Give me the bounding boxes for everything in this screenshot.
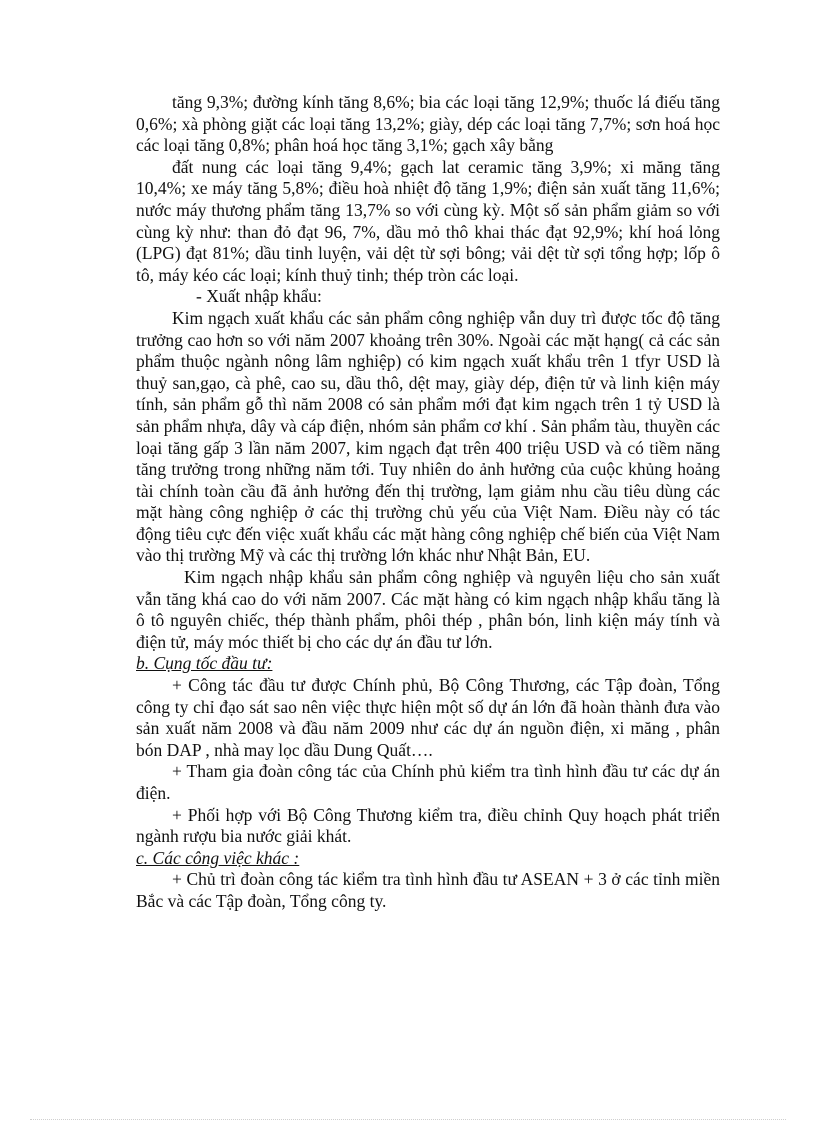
document-body <box>136 92 720 913</box>
section-b-item: + Phối hợp với Bộ Công Thương kiểm tra, điều chỉnh Quy hoạch phát triển ngành rượu bia nước giải khát. <box>136 804 720 847</box>
paragraph-industrial-growth: tăng 9,3%; đường kính tăng 8,6%; bia các loại tăng 12,9%; thuốc lá điếu tăng 0,6%; xà phòng giặt các loại tăng 13,2%; giày, dép các loại tăng 7,7%; sơn hoá học các loại tăng 0,8%; phân hoá học tăng 3,1%; gạch xây bằng <box>136 92 720 156</box>
paragraph-import: Kim ngạch nhập khẩu sản phẩm công nghiệp và nguyên liệu cho sản xuất vẫn tăng khá cao do với năm 2007. Các mặt hàng có kim ngạch nhập khẩu tăng là ô tô nguyên chiếc, thép thành phẩm, phôi thép , phân bón, linh kiện máy tính và điện tử, máy móc thiết bị cho các dự án đầu tư lớn. <box>136 567 720 652</box>
page-border-dotted <box>30 1119 786 1120</box>
subheading-import-export: - Xuất nhập khẩu: <box>196 286 322 307</box>
paragraph-industrial-output: đất nung các loại tăng 9,4%; gạch lat ceramic tăng 3,9%; xi măng tăng 10,4%; xe máy tăng 5,8%; điều hoà nhiệt độ tăng 1,9%; điện sản xuất tăng 11,6%; nước máy thương phẩm tăng 13,7% so với cùng kỳ. Một số sản phẩm giảm so với cùng kỳ như: than đỏ đạt 96, 7%, dầu mỏ thô khai thác đạt 92,9%; khí hoá lỏng (LPG) đạt 81%; dầu tinh luyện, vải dệt từ sợi bông; vải dệt từ sợi tổng hợp; lốp ô tô, máy kéo các loại; kính thuỷ tinh; thép tròn các loại. <box>136 156 720 285</box>
section-b-item: + Công tác đầu tư được Chính phủ, Bộ Công Thương, các Tập đoàn, Tổng công ty chỉ đạo sát sao nên việc thực hiện một số dự án lớn đã hoàn thành đưa vào sản xuất năm 2008 và đầu năm 2009 như các dự án nguồn điện, xi măng , phân bón DAP , nhà may lọc dầu Dung Quất…. <box>136 675 720 760</box>
section-b-heading: b. Cụng tốc đầu tư: <box>136 653 273 674</box>
section-b-item: + Tham gia đoàn công tác của Chính phủ kiểm tra tình hình đầu tư các dự án điện. <box>136 761 720 803</box>
paragraph-export: Kim ngạch xuất khẩu các sản phẩm công nghiệp vẫn duy trì được tốc độ tăng trưởng cao hơn so với năm 2007 khoảng trên 30%. Ngoài các mặt hạng( cả các sản phẩm thuộc ngành nông lâm nghiệp) có kim ngạch xuất khẩu trên 1 tfyr USD là thuỷ san,gạo, cà phê, cao su, dầu thô, dệt may, giày dép, điện tử và linh kiện máy tính, sản phẩm gỗ thì năm 2008 có sản phẩm mới đạt kim ngạch trên 1 tỷ USD là sản phẩm nhựa, dây và cáp điện, nhóm sản phẩm cơ khí . Sản phẩm tàu, thuyền các loại tăng gấp 3 lần năm 2007, kim ngạch đạt trên 400 triệu USD và có tiềm năng tăng trưởng trong những năm tới. Tuy nhiên do ảnh hưởng của cuộc khủng hoảng tài chính toàn cầu đã ảnh hưởng đến thị trường, lạm giảm nhu cầu tiêu dùng các mặt hàng công nghiệp ở các thị trường chủ yếu của Việt Nam. Điều này có tác động tiêu cực đến việc xuất khẩu các mặt hàng công nghiệp chế biến của Việt Nam vào thị trường Mỹ và các thị trường lớn khác như Nhật Bản, EU. <box>136 307 720 566</box>
section-c-heading: c. Các công việc khác : <box>136 847 300 868</box>
section-c-item: + Chủ trì đoàn công tác kiểm tra tình hình đầu tư ASEAN + 3 ở các tỉnh miền Bắc và các Tập đoàn, Tổng công ty. <box>136 869 720 911</box>
